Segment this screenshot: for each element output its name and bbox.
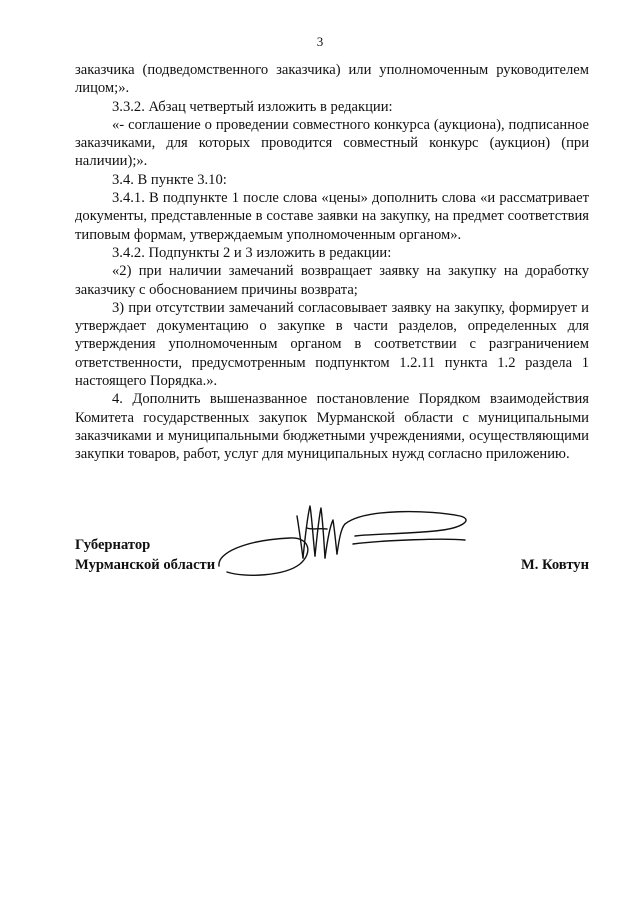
signatory-title-line-2: Мурманской области xyxy=(75,557,216,573)
signatory-name: М. Ковтун xyxy=(520,557,589,573)
paragraph: 3) при отсутствии замечаний согласовывает заявку на закупку, формирует и утверждает документацию о закупке в части разделов, определенных для утверждения уполномоченным органом в соответствии с разграничением ответственности, предусмотренным подпунктом 1.2.11 пункта 1.2 раздела 1 настоящего Порядка.». xyxy=(75,299,589,390)
page-number: 3 xyxy=(316,34,324,49)
paragraph: 3.4.1. В подпункте 1 после слова «цены» дополнить слова «и рассматривает документы, представленные в составе заявки на закупку, на предмет соответствия типовым формам, утверждаемым уполномоченным органом». xyxy=(75,190,589,243)
paragraph: 3.3.2. Абзац четвертый изложить в редакции: xyxy=(112,98,393,115)
handwritten-signature xyxy=(215,498,475,578)
paragraph: «2) при наличии замечаний возвращает заявку на закупку на доработку заказчику с обоснованием причины возврата; xyxy=(75,263,589,298)
paragraph: «- соглашение о проведении совместного конкурса (аукциона), подписанное заказчиками, для которых проводится совместный конкурс (аукцион) (при наличии);». xyxy=(75,116,589,170)
paragraph: заказчика (подведомственного заказчика) или уполномоченным руководителем лицом;». xyxy=(75,62,589,97)
paragraph: 4. Дополнить вышеназванное постановление Порядком взаимодействия Комитета государственных закупок Мурманской области с муниципальными заказчиками и муниципальными бюджетными учреждениями, осуществляющими закупки товаров, работ, услуг для муниципальных нужд согласно приложению. xyxy=(75,391,589,463)
document-body xyxy=(75,61,589,464)
signatory-title-line-1: Губернатор xyxy=(75,537,151,553)
paragraph: 3.4. В пункте 3.10: xyxy=(112,171,227,188)
paragraph: 3.4.2. Подпункты 2 и 3 изложить в редакции: xyxy=(112,244,392,261)
